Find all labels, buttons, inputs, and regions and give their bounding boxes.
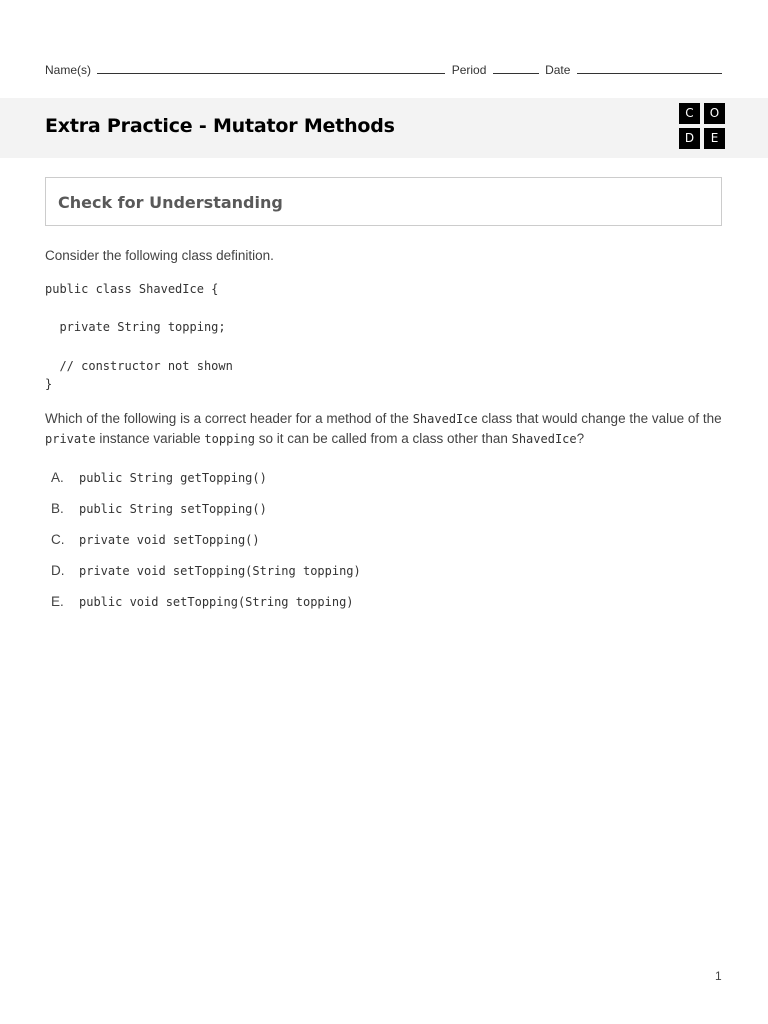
- option-code: private void setTopping(String topping): [79, 564, 361, 578]
- name-label: Name(s): [45, 63, 92, 77]
- date-label: Date: [545, 63, 571, 77]
- answer-option-a[interactable]: [51, 469, 267, 489]
- code-line-class-declaration: public class ShavedIce {: [45, 282, 219, 296]
- period-label: Period: [451, 63, 487, 77]
- option-code: public String getTopping(): [79, 471, 267, 485]
- date-blank[interactable]: [577, 62, 722, 74]
- question-text-part: so it can be called from a class other than: [254, 431, 512, 446]
- logo-letter-d: D: [679, 128, 700, 149]
- student-info-line: [45, 62, 725, 77]
- logo-letter-c: C: [679, 103, 700, 124]
- page-title: Extra Practice - Mutator Methods: [45, 115, 395, 137]
- name-blank[interactable]: [97, 62, 445, 74]
- option-letter: E.: [51, 594, 64, 609]
- section-title: Check for Understanding: [58, 193, 283, 212]
- question-text: [45, 409, 725, 449]
- option-letter: B.: [51, 501, 64, 516]
- option-code: public void setTopping(String topping): [79, 595, 354, 609]
- answer-option-c[interactable]: [51, 531, 260, 551]
- title-banner: [0, 98, 768, 158]
- prompt-text: Consider the following class definition.: [45, 248, 274, 263]
- option-letter: D.: [51, 563, 65, 578]
- answer-option-e[interactable]: [51, 593, 354, 613]
- question-text-part: ?: [576, 431, 585, 446]
- question-inline-code: ShavedIce: [511, 432, 577, 446]
- logo-letter-o: O: [704, 103, 725, 124]
- answer-option-b[interactable]: [51, 500, 267, 520]
- answer-option-d[interactable]: [51, 562, 361, 582]
- question-inline-code: ShavedIce: [412, 412, 478, 426]
- option-code: public String setTopping(): [79, 502, 267, 516]
- code-org-logo: [679, 103, 725, 149]
- code-line-field: private String topping;: [45, 320, 226, 334]
- question-inline-code: topping: [204, 432, 255, 446]
- option-letter: C.: [51, 532, 65, 547]
- question-text-part: instance variable: [95, 431, 205, 446]
- option-code: private void setTopping(): [79, 533, 260, 547]
- question-text-part: class that would change the value of the: [477, 411, 722, 426]
- option-letter: A.: [51, 470, 64, 485]
- code-line-closing-brace: }: [45, 377, 53, 391]
- logo-letter-e: E: [704, 128, 725, 149]
- question-text-part: Which of the following is a correct header for a method of the: [45, 411, 413, 426]
- question-inline-code: private: [45, 432, 96, 446]
- section-header-box: [45, 177, 722, 226]
- page-number: 1: [715, 969, 722, 983]
- code-line-comment: // constructor not shown: [45, 359, 233, 373]
- period-blank[interactable]: [493, 62, 539, 74]
